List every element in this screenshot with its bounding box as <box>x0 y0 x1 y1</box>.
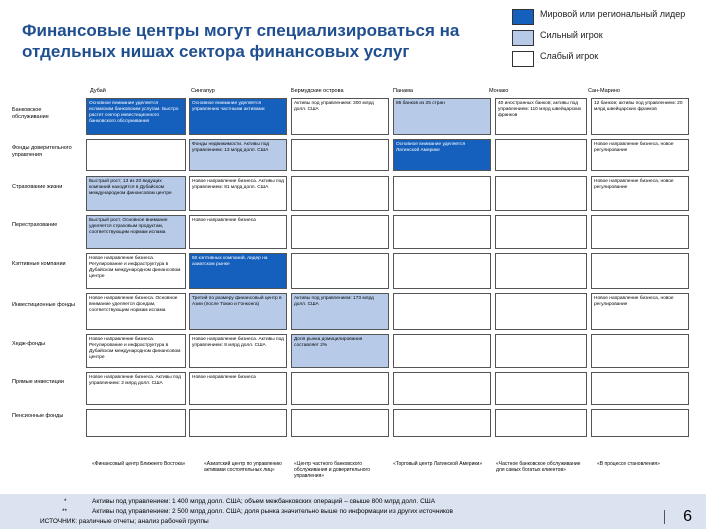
column-header: Монако <box>489 88 509 94</box>
row-label: Банковское обслуживание <box>12 106 49 120</box>
matrix-cell: Быстрый рост. Основное внимание уделяется страховым продуктам, соответствующим нормам ислама <box>86 215 186 249</box>
column-footnote: «Финансовый центр Ближнего Востока» <box>92 461 186 467</box>
matrix-cell: 50 кэптивных компаний, лидер на азиатском рынке <box>189 253 287 289</box>
legend-swatch-strong <box>512 30 534 46</box>
row-label: Прямые инвестиции <box>12 378 64 385</box>
row-label: Пенсионные фонды <box>12 413 64 419</box>
matrix-cell <box>393 215 491 249</box>
matrix-cell: Новое направление бизнеса, новое регулирование <box>591 139 689 171</box>
legend-label-leader: Мировой или региональный лидер <box>540 9 686 19</box>
matrix-cell <box>591 372 689 405</box>
matrix-cell <box>495 215 587 249</box>
matrix-cell <box>495 372 587 405</box>
matrix-cell: Новое направление бизнеса <box>189 215 287 249</box>
note-marker-1: * <box>64 498 67 505</box>
note-marker-2: ** <box>62 508 68 515</box>
matrix-cell: Новое направление бизнеса. Регулирование и инфраструктура в Дубайском международном финансовом центре <box>86 253 186 289</box>
matrix-cell: Новое направление бизнеса, новое регулирование <box>591 293 689 330</box>
matrix-cell: Активы под управлением: 173 млрд долл. США <box>291 293 389 330</box>
matrix-cell <box>291 215 389 249</box>
matrix-cell <box>86 409 186 437</box>
column-footnote: «В процессе становления» <box>597 461 660 467</box>
column-footnote: «Частное банковское обслуживание для самых богатых клиентов» <box>496 461 581 473</box>
note-star1: Активы под управлением: 1 400 млрд долл. США; объем межбанковских операций – свыше 800 млрд долл. США <box>92 498 436 505</box>
matrix-cell <box>291 176 389 211</box>
matrix-cell <box>393 293 491 330</box>
matrix-cell <box>291 139 389 171</box>
matrix-cell: Новое направление бизнеса. Активы под управлением: 8 млрд долл. США <box>189 334 287 368</box>
matrix-cell: Активы под управлением: 300 млрд долл. США <box>291 98 389 135</box>
page-title: Финансовые центры могут специализироваться на отдельных нишах сектора финансовых услуг <box>22 21 460 61</box>
matrix-cell <box>495 334 587 368</box>
matrix-cell: 40 иностранных банков; активы под управлением: 110 млрд швейцарских франков <box>495 98 587 135</box>
matrix-cell <box>495 253 587 289</box>
matrix-cell: Новое направление бизнеса. Активы под управлением: 2 млрд долл. США <box>86 372 186 405</box>
matrix-cell <box>393 253 491 289</box>
matrix-cell <box>591 215 689 249</box>
matrix-cell: Фонды недвижимости. Активы под управлением: 13 млрд долл. США <box>189 139 287 171</box>
matrix-cell: Доля рынка домицилирования составляет 2% <box>291 334 389 368</box>
matrix-cell: Новое направление бизнеса. Активы под управлением: 81 млрд долл. США <box>189 176 287 211</box>
legend-label-weak: Слабый игрок <box>540 51 599 61</box>
column-footnote: «Центр частного банковского обслуживания и доверительного управления» <box>294 461 370 479</box>
matrix-cell <box>495 176 587 211</box>
notes-band <box>0 494 706 529</box>
matrix-cell: Быстрый рост; 13 из 20 ведущих компаний находятся в Дубайском международном финансовом центре <box>86 176 186 211</box>
legend-label-strong: Сильный игрок <box>540 30 603 40</box>
matrix-cell: Основное внимание уделяется управлению частными активами <box>189 98 287 135</box>
row-label: Кэптивные компании <box>12 261 66 267</box>
legend-swatch-leader <box>512 9 534 25</box>
legend-item-strong <box>512 29 702 46</box>
legend-item-leader <box>512 8 702 25</box>
matrix-cell <box>291 409 389 437</box>
column-header: Дубай <box>90 88 106 94</box>
matrix-cell <box>86 139 186 171</box>
legend-item-weak <box>512 50 702 67</box>
matrix-cell: Основное внимание уделяется Латинской Америке <box>393 139 491 171</box>
matrix-cell <box>291 372 389 405</box>
column-header: Сан-Марино <box>588 88 620 94</box>
matrix-cell <box>189 409 287 437</box>
row-label: Хедж-фонды <box>12 341 46 347</box>
matrix-cell <box>591 409 689 437</box>
legend <box>512 8 702 71</box>
matrix-cell: Новое направление бизнеса <box>189 372 287 405</box>
row-label: Перестрахование <box>12 222 58 228</box>
row-label: Инвестиционные фонды <box>12 301 75 308</box>
legend-swatch-weak <box>512 51 534 67</box>
matrix-cell: Новое направление бизнеса, новое регулирование <box>591 176 689 211</box>
matrix-cell <box>393 334 491 368</box>
note-star2: Активы под управлением: 2 500 млрд долл. США; доля рынка значительно выше по информации из других источников <box>92 508 453 515</box>
matrix-cell <box>291 253 389 289</box>
page-divider <box>664 510 665 524</box>
column-header: Сингапур <box>191 88 215 94</box>
matrix-cell: Новое направление бизнеса. Основное внимание уделяется фондам, соответствующим нормам ислама <box>86 293 186 330</box>
matrix-cell: Основное внимание уделяется исламским банковским услугам. Быстро растет сектор инвестиционного банковского обслуживания <box>86 98 186 135</box>
matrix-cell <box>393 176 491 211</box>
matrix-cell <box>393 409 491 437</box>
page-number: 6 <box>683 508 692 525</box>
matrix-cell <box>495 293 587 330</box>
matrix-cell <box>591 334 689 368</box>
matrix-cell <box>495 139 587 171</box>
column-header: Панама <box>393 88 413 94</box>
row-label: Страхование жизни <box>12 183 63 190</box>
matrix-cell <box>393 372 491 405</box>
matrix-cell <box>495 409 587 437</box>
row-label: Фонды доверительного управления <box>12 145 72 158</box>
column-footnote: «Азиатский центр по управлению активами состоятельных лиц» <box>204 461 282 473</box>
matrix-cell: 85 банков из 25 стран <box>393 98 491 135</box>
matrix-cell: Третий по размеру финансовый центр в Азии (после Токио и Гонконга) <box>189 293 287 330</box>
column-footnote: «Торговый центр Латинской Америки» <box>393 461 483 467</box>
matrix-cell: 12 банков; активы под управлением: 20 млрд швейцарских франков <box>591 98 689 135</box>
note-source: ИСТОЧНИК: различные отчеты; анализ рабочей группы <box>40 518 209 525</box>
matrix-cell: Новое направление бизнеса. Регулирование и инфраструктура в Дубайском международном финансовом центре <box>86 334 186 368</box>
column-header: Бермудские острова <box>291 88 344 94</box>
matrix-cell <box>591 253 689 289</box>
